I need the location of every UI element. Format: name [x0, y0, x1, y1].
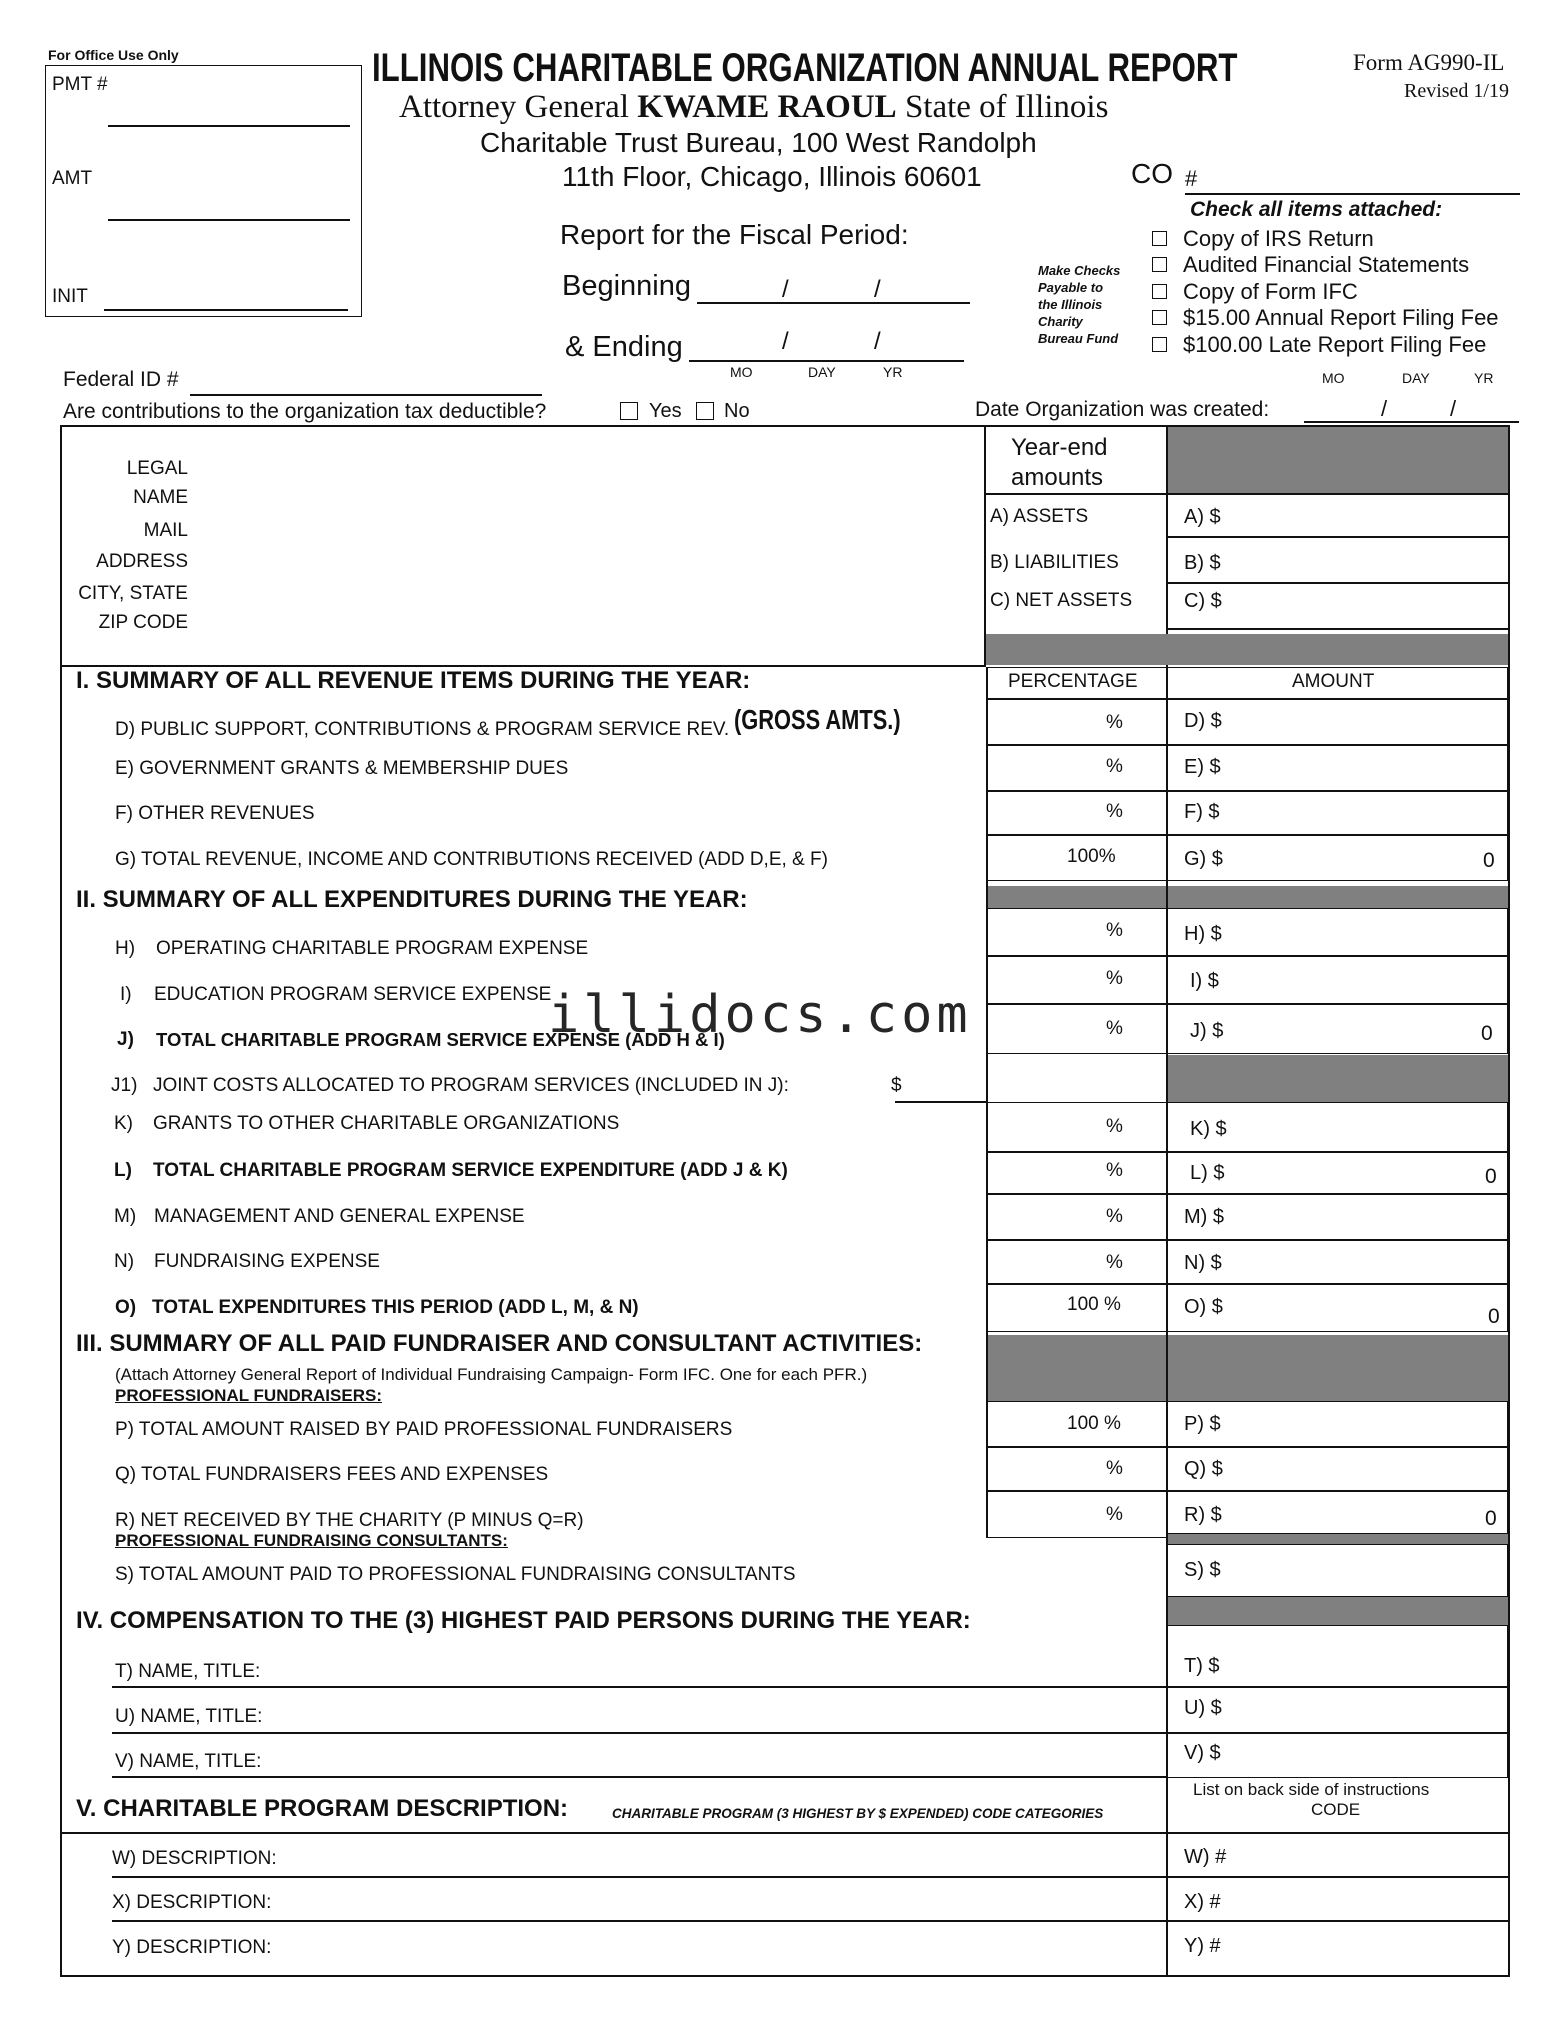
percentage-header: PERCENTAGE [1008, 671, 1138, 692]
line-l-letter: L) [114, 1160, 132, 1181]
line-p-amount-label: P) $ [1184, 1413, 1221, 1435]
code-list-note: List on back side of instructions [1193, 1780, 1430, 1799]
professional-fundraisers-heading: PROFESSIONAL FUNDRAISERS: [115, 1386, 382, 1405]
section-1-title: I. SUMMARY OF ALL REVENUE ITEMS DURING THE YEAR: [76, 667, 751, 694]
line-h-pct-cell[interactable] [986, 908, 1168, 956]
line-h-pct: % [1106, 920, 1123, 941]
section-5-topline [60, 1832, 1510, 1834]
legal-label: ADDRESS [96, 551, 188, 572]
beginning-slash-2: / [874, 276, 881, 303]
co-hash: # [1185, 166, 1198, 191]
line-k-pct: % [1106, 1116, 1123, 1137]
line-s-label: S) TOTAL AMOUNT PAID TO PROFESSIONAL FUNDRAISING CONSULTANTS [115, 1564, 796, 1585]
legal-label: NAME [133, 487, 188, 508]
legal-divider [984, 425, 986, 665]
line-m-label: MANAGEMENT AND GENERAL EXPENSE [154, 1206, 525, 1227]
yearend-hline-2 [1168, 536, 1508, 538]
line-u-underline[interactable] [112, 1732, 1168, 1734]
ending-label: & Ending [565, 331, 683, 363]
ending-date-field[interactable] [689, 360, 964, 362]
line-t-underline[interactable] [112, 1686, 1168, 1688]
line-t-amount-label: T) $ [1184, 1655, 1220, 1677]
line-j-pct: % [1106, 1018, 1123, 1039]
line-y-code-label: Y) # [1184, 1935, 1221, 1957]
line-q-pct: % [1106, 1458, 1123, 1479]
created-yr-label: YR [1474, 370, 1494, 386]
line-v-amount-label: V) $ [1184, 1742, 1221, 1764]
line-e-amount-label: E) $ [1184, 756, 1221, 778]
line-o-pct: 100 % [1067, 1294, 1121, 1315]
ag-prefix: Attorney General [399, 89, 629, 125]
date-created-label: Date Organization was created: [975, 398, 1270, 421]
assets-label: A) ASSETS [990, 506, 1089, 527]
line-f-pct-cell[interactable] [986, 791, 1168, 835]
line-v-underline[interactable] [112, 1776, 1168, 1778]
legal-label: LEGAL [126, 458, 188, 479]
line-o-amount-value: 0 [1488, 1305, 1500, 1328]
line-j-label: TOTAL CHARITABLE PROGRAM SERVICE EXPENSE (ADD H & I) [156, 1029, 725, 1050]
line-w-code-field[interactable] [1240, 1836, 1500, 1874]
legal-label: MAIL [143, 520, 188, 541]
line-x-underline[interactable] [112, 1920, 1510, 1922]
amount-header: AMOUNT [1292, 671, 1375, 692]
ag-suffix: State of Illinois [904, 89, 1109, 125]
line-w-label: W) DESCRIPTION: [112, 1848, 277, 1869]
section-5-subtitle: CHARITABLE PROGRAM (3 HIGHEST BY $ EXPENDED) CODE CATEGORIES [612, 1806, 1104, 1821]
yearend-hline-3 [1168, 582, 1508, 584]
item-audited-statements: Audited Financial Statements [1183, 252, 1470, 277]
liabilities-amount-field[interactable] [1240, 540, 1500, 580]
line-d-gross: (GROSS AMTS.) [734, 704, 902, 735]
line-j1-dollar: $ [891, 1075, 902, 1096]
line-w-code-label: W) # [1184, 1846, 1227, 1868]
legal-name-address-field[interactable] [200, 440, 970, 650]
line-p-label: P) TOTAL AMOUNT RAISED BY PAID PROFESSIONAL FUNDRAISERS [115, 1419, 733, 1440]
fiscal-period-label: Report for the Fiscal Period: [560, 219, 909, 250]
line-k-letter: K) [114, 1113, 133, 1134]
date-created-field[interactable] [1304, 421, 1519, 423]
ending-day-label: DAY [808, 364, 836, 380]
line-p-pct: 100 % [1067, 1413, 1121, 1434]
ending-slash-2: / [874, 328, 881, 355]
line-r-amount-label: R) $ [1184, 1504, 1222, 1526]
form-number: Form AG990-IL [1353, 50, 1505, 75]
line-d-text: D) PUBLIC SUPPORT, CONTRIBUTIONS & PROGRAM SERVICE REV. [115, 719, 730, 740]
joint-costs-field[interactable] [895, 1101, 986, 1103]
ag-name: KWAME RAOUL [637, 89, 897, 125]
line-h-amount-label: H) $ [1184, 923, 1222, 945]
line-l-pct-cell [986, 1152, 1168, 1194]
yearend-title-1: Year-end [1011, 434, 1108, 461]
amt-field[interactable] [108, 219, 350, 221]
line-s-amount-label: S) $ [1184, 1559, 1221, 1581]
co-label: CO [1131, 158, 1173, 189]
line-i-letter: I) [120, 984, 132, 1005]
created-mo-label: MO [1322, 370, 1345, 386]
line-m-letter: M) [114, 1206, 137, 1227]
line-e-label: E) GOVERNMENT GRANTS & MEMBERSHIP DUES [115, 758, 569, 779]
line-i-label: EDUCATION PROGRAM SERVICE EXPENSE [154, 984, 552, 1005]
line-l-amount-label: L) $ [1190, 1162, 1225, 1184]
checkbox-yes[interactable] [620, 402, 638, 420]
legal-label: CITY, STATE [78, 583, 188, 604]
pmt-label: PMT # [52, 74, 108, 95]
line-q-pct-cell[interactable] [986, 1447, 1168, 1491]
section-3-title: III. SUMMARY OF ALL PAID FUNDRAISER AND CONSULTANT ACTIVITIES: [76, 1330, 923, 1357]
ending-slash-1: / [782, 328, 789, 355]
line-r-pct-cell [986, 1491, 1168, 1538]
make-checks-line: Charity [1038, 314, 1083, 329]
fundraising-consultants-heading: PROFESSIONAL FUNDRAISING CONSULTANTS: [115, 1531, 508, 1550]
line-f-label: F) OTHER REVENUES [115, 803, 315, 824]
net-assets-amount-label: C) $ [1184, 590, 1222, 612]
line-r-amount-value: 0 [1485, 1507, 1497, 1530]
no-label: No [724, 400, 750, 422]
line-n-pct: % [1106, 1252, 1123, 1273]
pmt-field[interactable] [108, 125, 350, 127]
make-checks-line: Payable to [1038, 280, 1104, 295]
section-3-shade [986, 1335, 1508, 1401]
legal-label: ZIP CODE [98, 612, 188, 633]
line-o-letter: O) [115, 1297, 137, 1318]
line-x-code-label: X) # [1184, 1891, 1221, 1913]
checkbox-late-fee[interactable] [1152, 337, 1167, 352]
federal-id-field[interactable] [190, 394, 542, 396]
line-l-label: TOTAL CHARITABLE PROGRAM SERVICE EXPENDITURE (ADD J & K) [153, 1160, 788, 1181]
line-j-letter: J) [117, 1029, 134, 1050]
line-j1-label: JOINT COSTS ALLOCATED TO PROGRAM SERVICES (INCLUDED IN J): [153, 1075, 789, 1096]
line-k-label: GRANTS TO OTHER CHARITABLE ORGANIZATIONS [153, 1113, 620, 1134]
line-l-amount-value: 0 [1485, 1165, 1497, 1188]
line-n-pct-cell[interactable] [986, 1240, 1168, 1284]
line-g-amount-label: G) $ [1184, 848, 1223, 870]
line-w-underline[interactable] [112, 1876, 1510, 1878]
init-field[interactable] [104, 309, 348, 311]
tax-deductible-question: Are contributions to the organization tax deductible? [63, 400, 547, 423]
checkbox-annual-fee[interactable] [1152, 310, 1167, 325]
line-d-label [115, 704, 948, 742]
net-assets-amount-field[interactable] [1240, 585, 1500, 625]
line-l-pct: % [1106, 1160, 1123, 1181]
checkbox-form-ifc[interactable] [1152, 284, 1167, 299]
line-j-amount-value: 0 [1481, 1022, 1493, 1045]
make-checks-line: the Illinois [1038, 297, 1103, 312]
bureau-address-1: Charitable Trust Bureau, 100 West Randolph [480, 127, 1037, 158]
line-k-amount-label: K) $ [1190, 1118, 1227, 1140]
checkbox-audited-statements[interactable] [1152, 257, 1167, 272]
line-r-pct: % [1106, 1504, 1123, 1525]
legal-labels [63, 453, 188, 639]
bureau-address-2: 11th Floor, Chicago, Illinois 60601 [562, 161, 982, 192]
line-j1-letter: J1) [111, 1075, 138, 1096]
line-x-code-field[interactable] [1240, 1880, 1500, 1918]
line-i-pct-cell[interactable] [986, 956, 1168, 1004]
line-g-amount-value: 0 [1483, 849, 1495, 872]
line-i-amount-label: I) $ [1190, 970, 1219, 992]
office-use-title: For Office Use Only [48, 47, 179, 63]
watermark: illidocs.com [548, 985, 972, 1045]
line-y-code-field[interactable] [1240, 1925, 1500, 1965]
section-5-title: V. CHARITABLE PROGRAM DESCRIPTION: [76, 1795, 569, 1822]
line-o-amount-label: O) $ [1184, 1296, 1223, 1318]
date-created-slash-1: / [1381, 396, 1388, 421]
ending-mo-label: MO [730, 364, 753, 380]
yes-label: Yes [649, 400, 682, 422]
line-m-pct-cell[interactable] [986, 1194, 1168, 1240]
item-irs-return: Copy of IRS Return [1183, 226, 1374, 251]
line-h-label: OPERATING CHARITABLE PROGRAM EXPENSE [156, 938, 589, 959]
item-late-fee: $100.00 Late Report Filing Fee [1183, 332, 1487, 357]
ending-yr-label: YR [883, 364, 903, 380]
line-n-letter: N) [114, 1251, 135, 1272]
checkbox-irs-return[interactable] [1152, 231, 1167, 246]
form-revised: Revised 1/19 [1404, 80, 1509, 102]
section-2-shade [986, 886, 1508, 908]
yearend-header-shade [1168, 427, 1508, 493]
line-x-label: X) DESCRIPTION: [112, 1892, 272, 1913]
line-j-amount-label: J) $ [1190, 1020, 1224, 1042]
line-d-pct-cell[interactable] [986, 699, 1168, 745]
beginning-label: Beginning [562, 270, 691, 302]
line-g-label: G) TOTAL REVENUE, INCOME AND CONTRIBUTIONS RECEIVED (ADD D,E, & F) [115, 849, 828, 870]
federal-id-label: Federal ID # [63, 368, 179, 391]
line-d-pct: % [1106, 712, 1123, 733]
frame-left [60, 425, 62, 1977]
code-header: CODE [1311, 1800, 1361, 1819]
yearend-title-2: amounts [1011, 464, 1104, 491]
line-o-label: TOTAL EXPENDITURES THIS PERIOD (ADD L, M, & N) [152, 1297, 639, 1318]
form-title: ILLINOIS CHARITABLE ORGANIZATION ANNUAL REPORT [372, 46, 1238, 90]
line-e-pct: % [1106, 756, 1123, 777]
beginning-slash-1: / [782, 276, 789, 303]
section-3-note: (Attach Attorney General Report of Individual Fundraising Campaign- Form IFC. One for each PFR.) [115, 1365, 868, 1384]
yearend-divider [1166, 427, 1168, 667]
make-checks-line: Make Checks [1038, 263, 1121, 278]
line-h-letter: H) [115, 938, 136, 959]
section-4-shade [1168, 1597, 1508, 1625]
liabilities-label: B) LIABILITIES [990, 552, 1119, 573]
co-number-field[interactable] [1185, 193, 1520, 195]
line-f-pct: % [1106, 801, 1123, 822]
line-s-shade [1168, 1534, 1508, 1544]
item-form-ifc: Copy of Form IFC [1183, 279, 1358, 304]
check-items-title: Check all items attached: [1190, 198, 1443, 221]
line-v-label: V) NAME, TITLE: [115, 1751, 262, 1772]
line-q-amount-label: Q) $ [1184, 1458, 1223, 1480]
line-j1-shade [1168, 1055, 1508, 1102]
line-r-label: R) NET RECEIVED BY THE CHARITY (P MINUS Q=R) [115, 1510, 584, 1531]
line-y-label: Y) DESCRIPTION: [112, 1937, 272, 1958]
line-m-pct: % [1106, 1206, 1123, 1227]
line-g-pct: 100% [1067, 846, 1116, 867]
yearend-footer-shade [986, 634, 1508, 665]
line-m-amount-label: M) $ [1184, 1206, 1224, 1228]
frame-bottom [60, 1975, 1510, 1977]
line-u-label: U) NAME, TITLE: [115, 1706, 263, 1727]
section-2-title: II. SUMMARY OF ALL EXPENDITURES DURING THE YEAR: [76, 886, 748, 913]
line-u-amount-label: U) $ [1184, 1697, 1222, 1719]
line-t-label: T) NAME, TITLE: [115, 1661, 261, 1682]
frame-right [1508, 425, 1510, 1977]
net-assets-label: C) NET ASSETS [990, 590, 1133, 611]
line-j-pct-cell [986, 1004, 1168, 1054]
section-4-title: IV. COMPENSATION TO THE (3) HIGHEST PAID PERSONS DURING THE YEAR: [76, 1607, 971, 1634]
line-q-label: Q) TOTAL FUNDRAISERS FEES AND EXPENSES [115, 1464, 549, 1485]
liabilities-amount-label: B) $ [1184, 552, 1221, 574]
yearend-hline-1 [986, 493, 1508, 495]
line-e-pct-cell[interactable] [986, 745, 1168, 791]
make-checks-note [1038, 262, 1120, 347]
created-day-label: DAY [1402, 370, 1430, 386]
init-label: INIT [52, 286, 88, 307]
date-created-slash-2: / [1450, 396, 1457, 421]
line-d-amount-label: D) $ [1184, 710, 1222, 732]
attorney-general-line [399, 89, 1108, 126]
line-i-pct: % [1106, 968, 1123, 989]
assets-amount-label: A) $ [1184, 506, 1221, 528]
amt-label: AMT [52, 168, 93, 189]
line-f-amount-label: F) $ [1184, 801, 1220, 823]
line-n-label: FUNDRAISING EXPENSE [154, 1251, 380, 1272]
make-checks-line: Bureau Fund [1038, 331, 1119, 346]
office-use-box [45, 65, 362, 317]
checkbox-no[interactable] [696, 402, 714, 420]
line-n-amount-label: N) $ [1184, 1252, 1222, 1274]
assets-amount-field[interactable] [1240, 496, 1500, 536]
item-annual-fee: $15.00 Annual Report Filing Fee [1183, 305, 1499, 330]
beginning-date-field[interactable] [697, 302, 970, 304]
line-k-pct-cell[interactable] [986, 1102, 1168, 1152]
yearend-hline-4 [1168, 628, 1508, 630]
